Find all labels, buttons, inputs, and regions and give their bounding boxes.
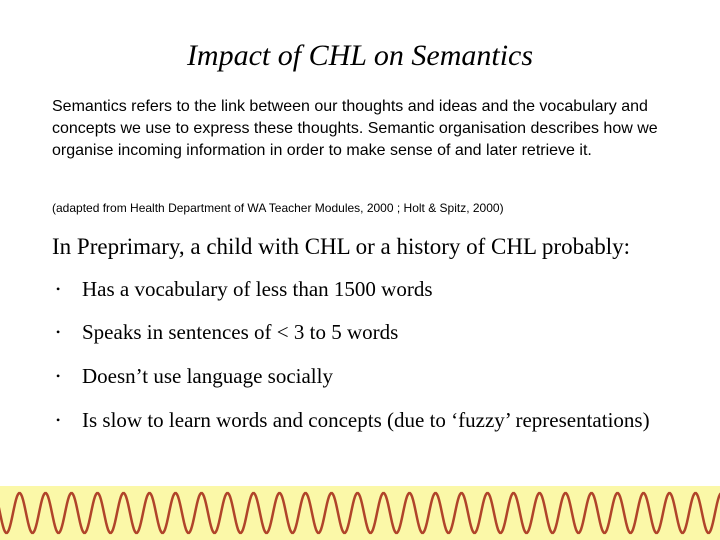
bullet-item [52, 363, 333, 390]
bullet-item [52, 276, 433, 303]
bullet-text: Doesn’t use language socially [82, 364, 333, 388]
lead-sentence: In Preprimary, a child with CHL or a history of CHL probably: [52, 234, 631, 259]
bullet-text: Is slow to learn words and concepts (due to ‘fuzzy’ representations) [82, 408, 650, 432]
intro-paragraph: Semantics refers to the link between our thoughts and ideas and the vocabulary and concepts we use to express these thoughts. Semantic organisation describes how we organise incoming information in order to make sense of and later retrieve it. [52, 98, 658, 159]
bullet-icon: • [56, 413, 61, 427]
citation: (adapted from Health Department of WA Teacher Modules, 2000 ; Holt & Spitz, 2000) [52, 201, 504, 215]
bullet-item [52, 319, 398, 346]
bullet-icon: • [56, 325, 61, 339]
bullet-text: Speaks in sentences of < 3 to 5 words [82, 320, 399, 344]
bullet-icon: • [56, 282, 61, 296]
slide-title: Impact of CHL on Semantics [186, 39, 534, 72]
wave-line [0, 493, 720, 533]
bullet-icon: • [56, 369, 61, 383]
bullet-text: Has a vocabulary of less than 1500 words [82, 277, 433, 301]
wave-decoration [0, 486, 720, 540]
bullet-item [52, 407, 650, 434]
footer-wave-band [0, 486, 720, 540]
